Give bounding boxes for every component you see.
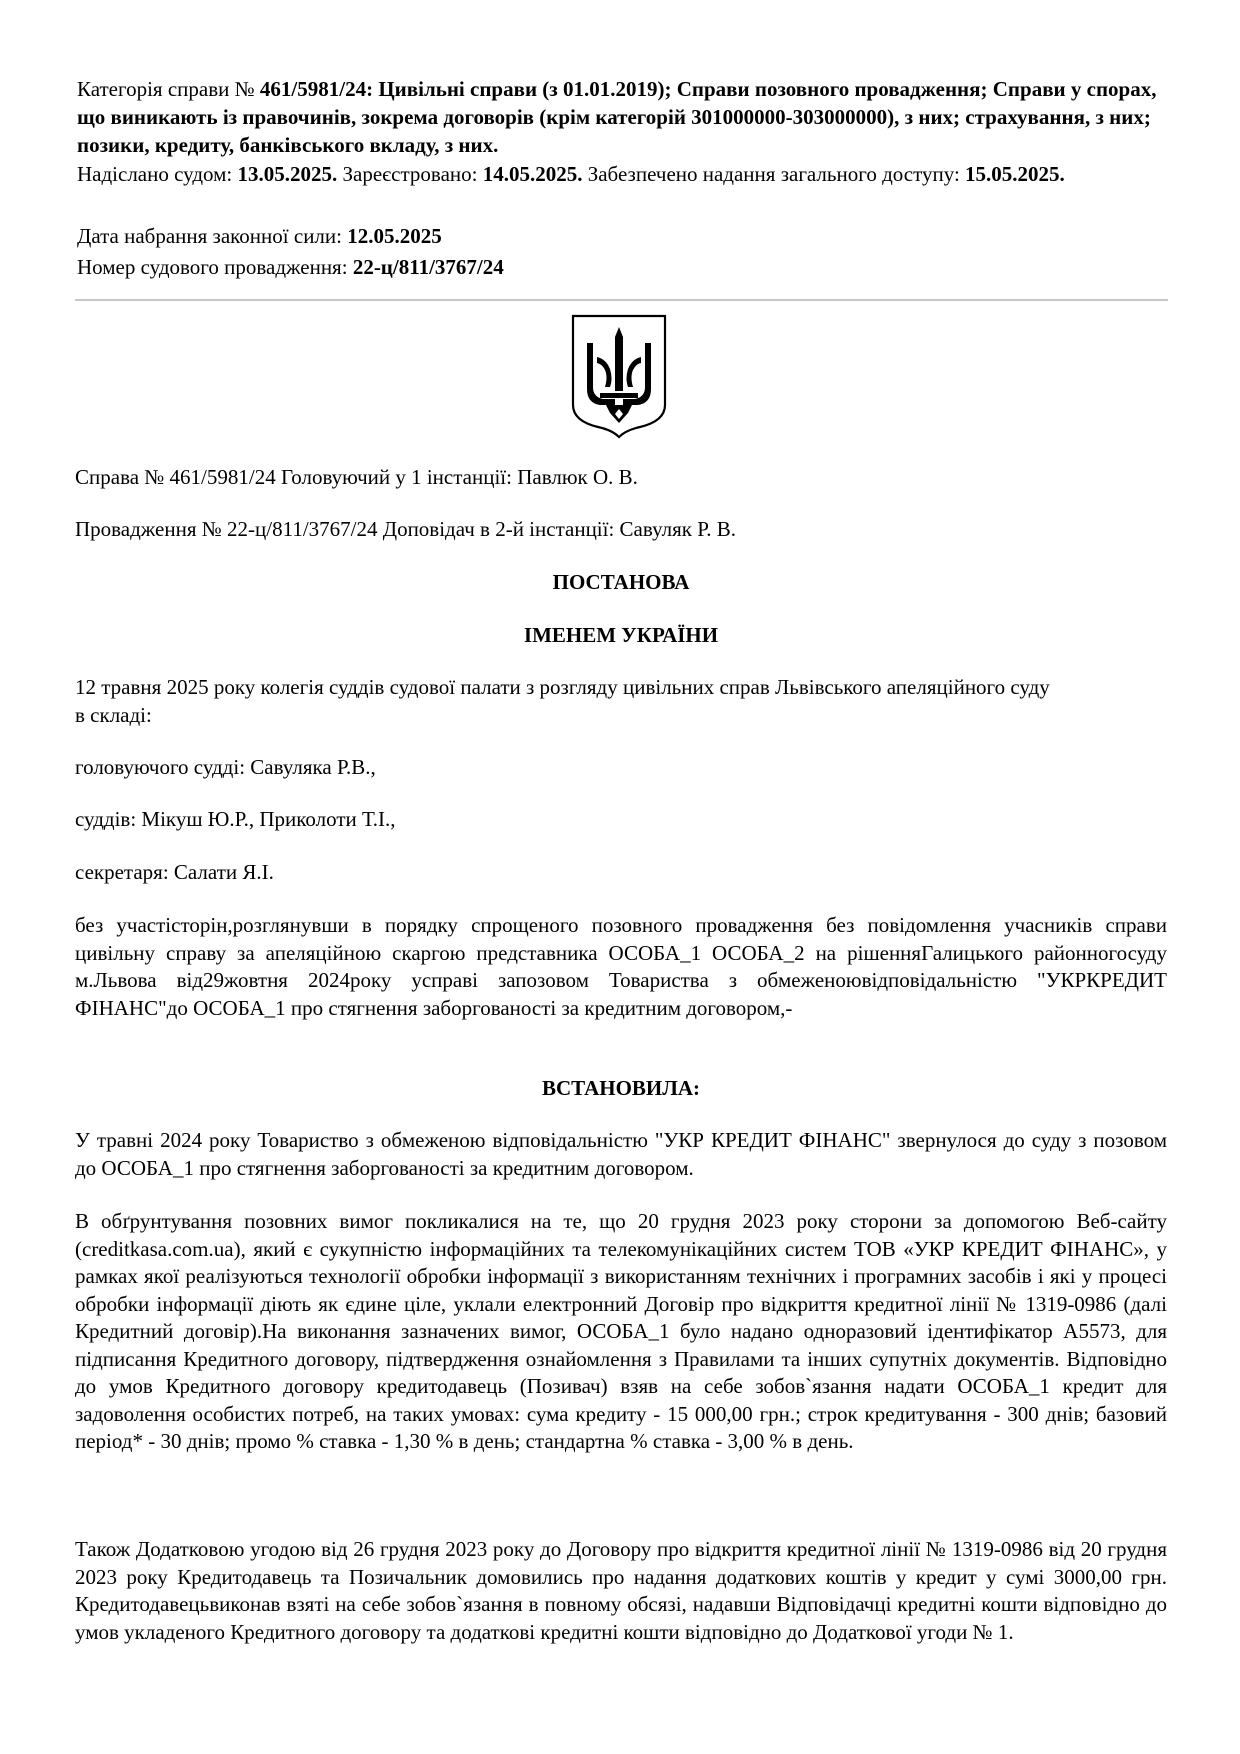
paragraph-claim: У травні 2024 року Товариство з обмеженою відповідальністю "УКР КРЕДИТ ФІНАНС" звернулося до суду з позовом до ОСОБА_1 про стягнення заборгованості за кредитним договором. — [75, 1128, 1167, 1180]
sent-label: Надіслано судом: — [77, 162, 238, 186]
court-secretary: секретаря: Салати Я.І. — [75, 860, 274, 884]
effective-label: Дата набрання законної сили: — [77, 224, 348, 248]
panel-intro: 12 травня 2025 року колегія суддів судової палати з розгляду цивільних справ Львівського апеляційного суду в складі: — [75, 675, 1050, 727]
resolution-title: ПОСТАНОВА — [552, 570, 690, 594]
effective-date-line — [77, 222, 1167, 250]
dates-line — [77, 160, 1167, 188]
header-divider — [75, 299, 1168, 301]
case-category-label: Категорія справи № — [77, 77, 260, 101]
in-the-name-of-ukraine-title: ІМЕНЕМ УКРАЇНИ — [523, 623, 719, 647]
established-heading: ВСТАНОВИЛА: — [541, 1076, 701, 1100]
procedure-paragraph: без участісторін,розглянувши в порядку спрощеного позовного провадження без повідомлення учасників справи цивільну справу за апеляційною скаргою представника ОСОБА_1 ОСОБА_2 на рішенняГалицького районногосуду м.Львова від29жовтня 2024року усправі запозовом Товариства з обмеженоювідповідальністю "УКРКРЕДИТ ФІНАНС"до ОСОБА_1 про стягнення заборгованості за кредитним договором,- — [75, 913, 1167, 1020]
access-label: Забезпечено надання загального доступу: — [582, 162, 966, 186]
proceeding-label: Номер судового провадження: — [77, 255, 353, 279]
proceeding-number: 22-ц/811/3767/24 — [352, 255, 504, 279]
presiding-judge: головуючого судді: Савуляка Р.В., — [75, 755, 376, 779]
paragraph-grounds: В обґрунтування позовних вимог покликалися на те, що 20 грудня 2023 року сторони за допомогою Веб-сайту (creditkasa.com.ua), який є сукупністю інформаційних та телекомунікаційних систем ТОВ «УКР КРЕДИТ ФІНАНС», у рамках якої реалізуються технології обробки інформації з використанням технічних і програмних засобів і які у процесі обробки інформації діють як єдине ціле, уклали електронний Договір про відкриття кредитної лінії № 1319-0986 (далі Кредитний договір).На виконання зазначених вимог, ОСОБА_1 було надано одноразовий ідентифікатор А5573, для підписання Кредитного договору, підтвердження ознайомлення з Правилами та інших супутніх документів. Відповідно до умов Кредитного договору кредитодавець (Позивач) взяв на себе зобов`язання надати ОСОБА_1 кредит для задоволення особистих потреб, на таких умовах: сума кредиту - 15 000,00 грн.; строк кредитування - 300 днів; базовий період* - 30 днів; промо % ставка - 1,30 % в день; стандартна % ставка - 3,00 % в день. — [75, 1209, 1167, 1453]
case-judge-line: Справа № 461/5981/24 Головуючий у 1 інстанції: Павлюк О. В. — [75, 465, 638, 489]
access-date: 15.05.2025. — [965, 162, 1065, 186]
effective-date: 12.05.2025 — [347, 224, 442, 248]
panel-judges: суддів: Мікуш Ю.Р., Приколоти Т.І., — [75, 807, 396, 831]
sent-date: 13.05.2025. — [237, 162, 338, 186]
tryzub-coat-of-arms-icon — [570, 313, 668, 439]
case-category — [77, 75, 1167, 159]
registered-date: 14.05.2025. — [482, 162, 583, 186]
proceeding-number-line — [77, 253, 1167, 281]
case-category-value: 461/5981/24: Цивільні справи (з 01.01.2019); Справи позовного провадження; Справи у спорах, що виникають із правочинів, зокрема договорів (крім категорій 301000000-303000000), з них; страхування, з них; позики, кредиту, банківського вкладу, з них. — [77, 77, 1157, 157]
proceeding-rapporteur-line: Провадження № 22-ц/811/3767/24 Доповідач в 2-й інстанції: Савуляк Р. В. — [75, 517, 737, 541]
paragraph-additional-agreement: Також Додатковою угодою від 26 грудня 2023 року до Договору про відкриття кредитної лінії № 1319-0986 від 20 грудня 2023 року Кредитодавець та Позичальник домовились про надання додаткових коштів у кредит у сумі 3000,00 грн. Кредитодавецьвиконав взяті на себе зобов`язання в повному обсязі, надавши Відповідачці кредитні кошти відповідно до умов укладеного Кредитного договору та додаткові кредитні кошти відповідно до Додаткової угоди № 1. — [75, 1537, 1167, 1644]
registered-label: Зареєстровано: — [337, 162, 483, 186]
